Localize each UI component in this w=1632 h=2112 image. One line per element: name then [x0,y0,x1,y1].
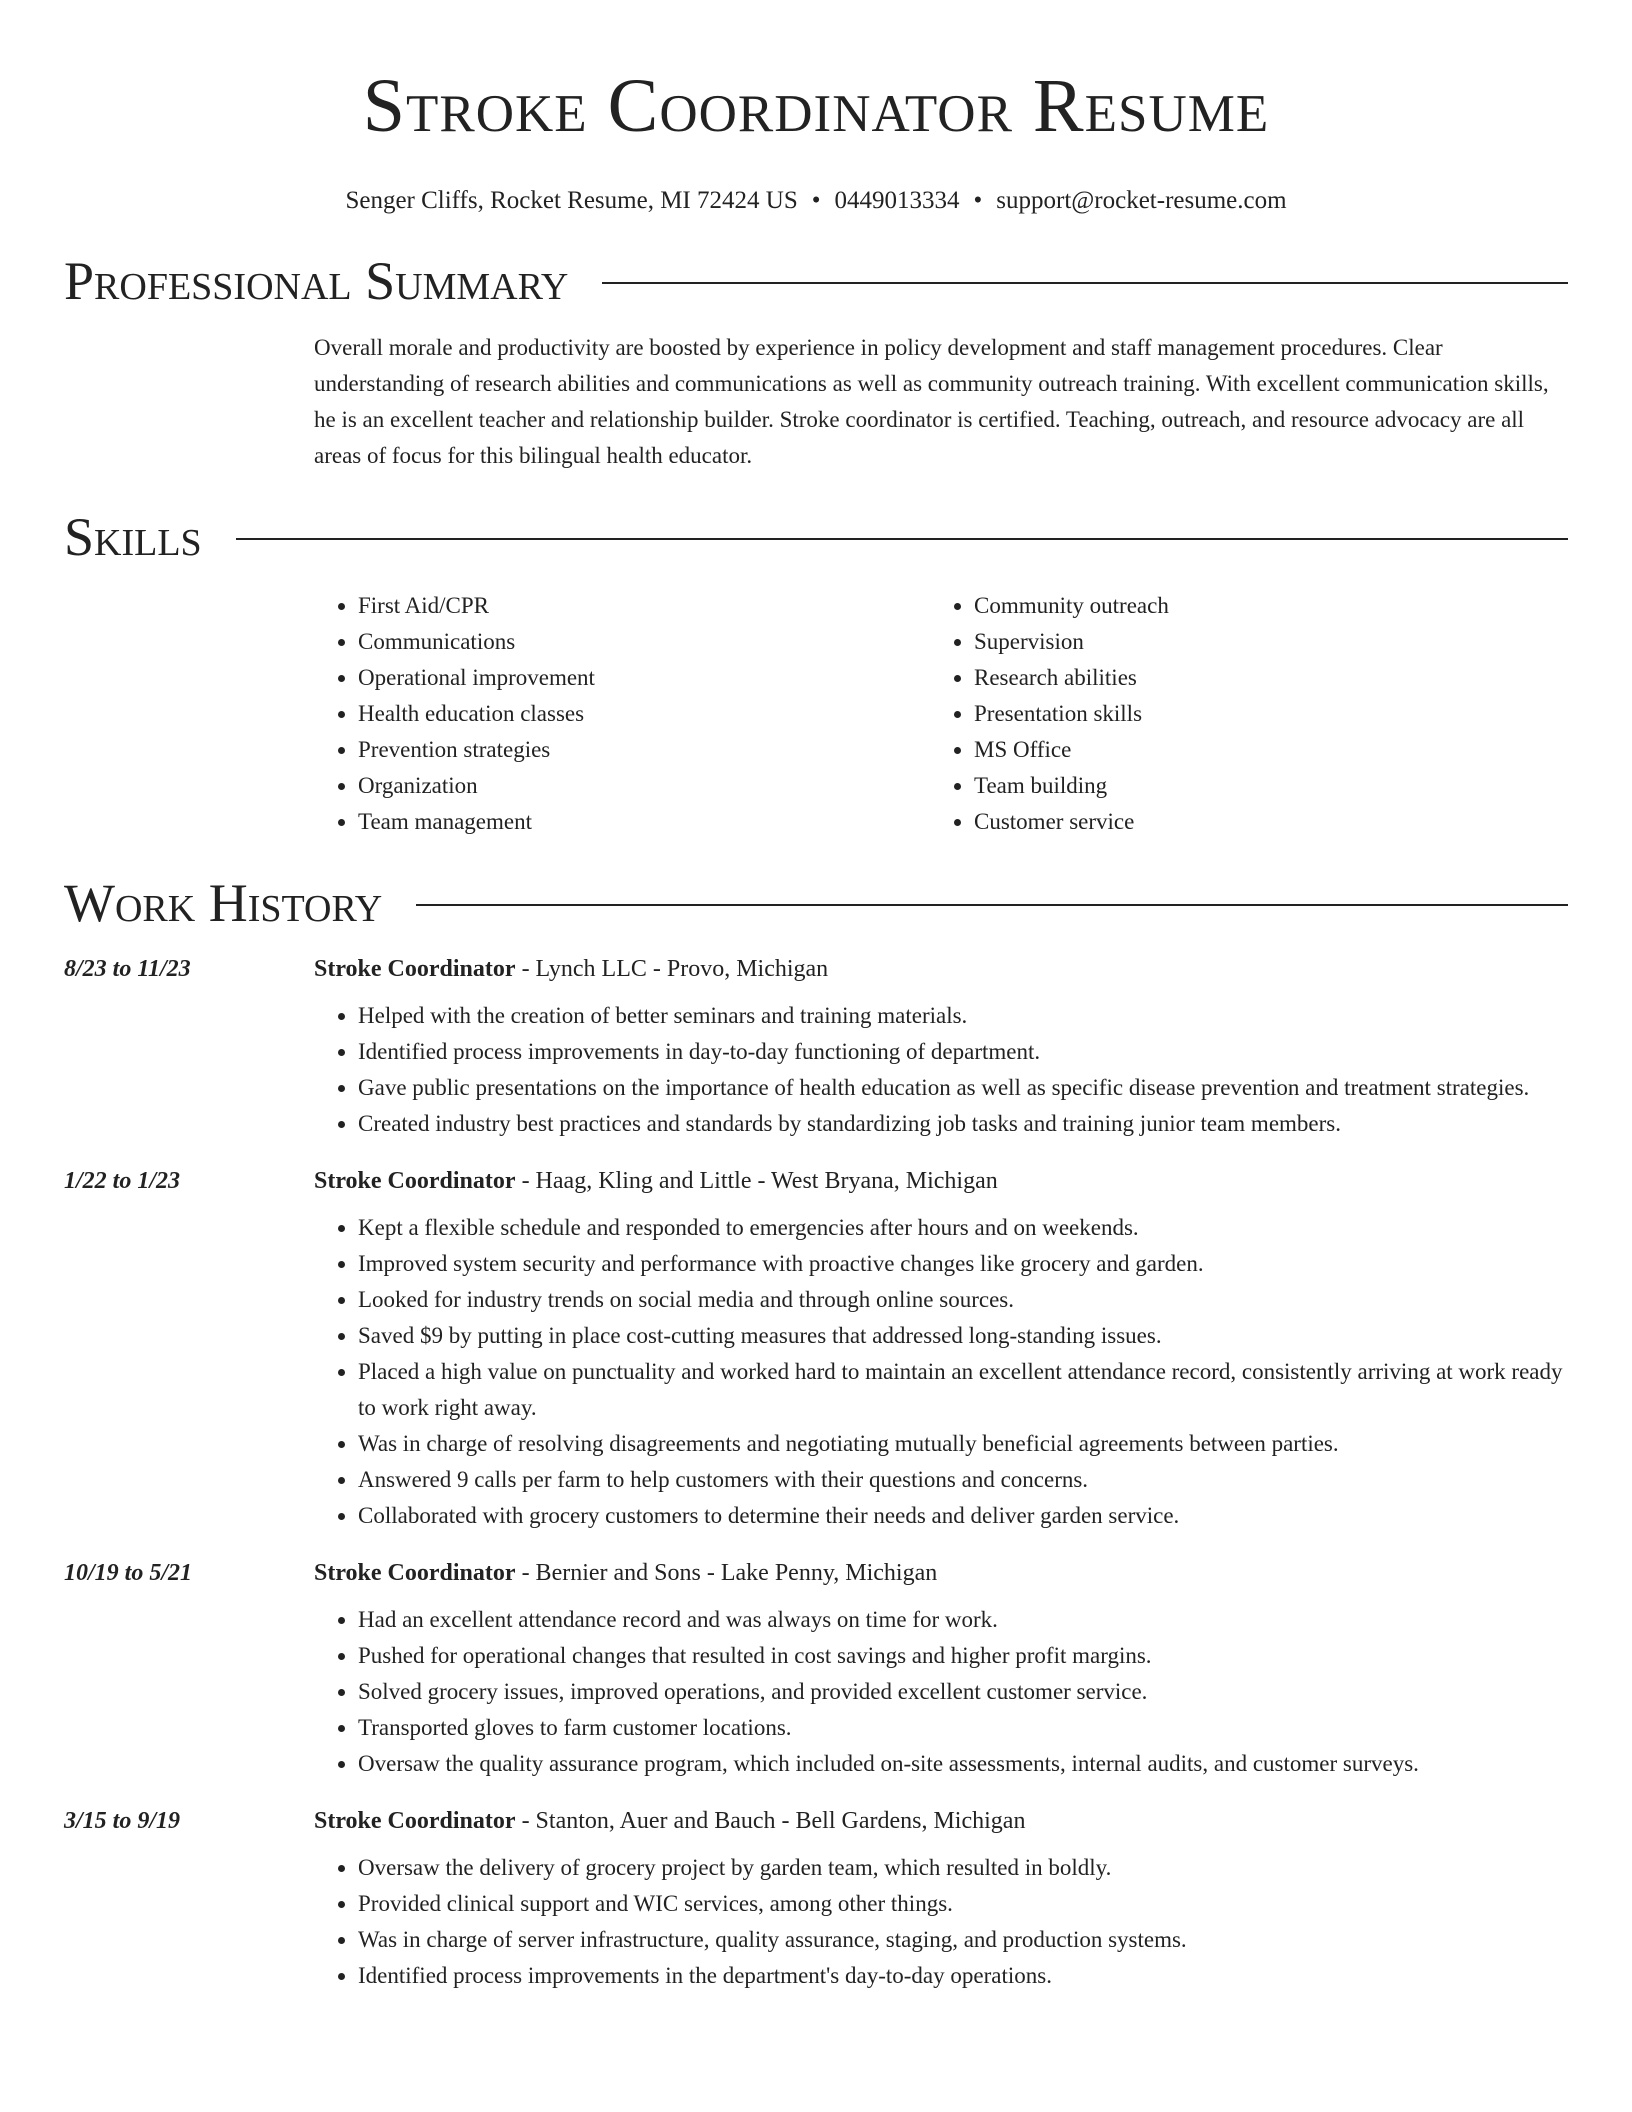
job-entry [64,1802,1568,1994]
job-dates: 1/22 to 1/23 [64,1168,181,1194]
skill-item: • Customer service [974,804,1550,840]
job-bullet: • Created industry best practices and standards by standardizing job tasks and training junior team members. [358,1106,1568,1142]
job-bullet: • Oversaw the delivery of grocery project by garden team, which resulted in boldly. [358,1850,1568,1886]
job-bullet: • Solved grocery issues, improved operations, and provided excellent customer service. [358,1674,1568,1710]
skills-section-header [64,502,1568,572]
job-header [64,950,1568,988]
job-header [64,1554,1568,1592]
summary-section-header [64,246,1568,316]
job-bullet: • Identified process improvements in the department's day-to-day operations. [358,1958,1568,1994]
section-divider [416,904,1568,906]
job-bullet: • Improved system security and performance with proactive changes like grocery and garden. [358,1246,1568,1282]
summary-heading: Professional Summary [64,251,569,311]
skills-heading: Skills [64,507,202,567]
job-bullet: • Had an excellent attendance record and was always on time for work. [358,1602,1568,1638]
resume-title: Stroke Coordinator Resume [362,64,1270,148]
job-bullet: • Transported gloves to farm customer locations. [358,1710,1568,1746]
contact-separator: • [973,187,983,214]
job-bullet: • Was in charge of resolving disagreements and negotiating mutually beneficial agreements between parties. [358,1426,1568,1462]
job-bullets [314,1602,1568,1782]
skill-item: • Organization [358,768,930,804]
job-bullet: • Pushed for operational changes that resulted in cost savings and higher profit margins. [358,1638,1568,1674]
contact-phone: 0449013334 [834,187,960,214]
job-employer: - Bernier and Sons - Lake Penny, Michigan [515,1560,938,1586]
skill-item: • MS Office [974,732,1550,768]
work-heading: Work History [64,873,383,933]
skills-column-right [930,588,1550,840]
job-entry [64,1162,1568,1534]
job-employer: - Lynch LLC - Provo, Michigan [515,956,829,982]
job-bullets [314,1850,1568,1994]
skill-item: • Team management [358,804,930,840]
job-bullet: • Helped with the creation of better seminars and training materials. [358,998,1568,1034]
job-bullet: • Identified process improvements in day-to-day functioning of department. [358,1034,1568,1070]
contact-email: support@rocket-resume.com [996,187,1287,214]
job-bullet: • Oversaw the quality assurance program, which included on-site assessments, internal audits, and customer surveys. [358,1746,1568,1782]
job-position [314,950,828,988]
job-title: Stroke Coordinator [314,1808,516,1834]
skill-item: • First Aid/CPR [358,588,930,624]
skill-item: • Presentation skills [974,696,1550,732]
job-bullet: • Collaborated with grocery customers to determine their needs and deliver garden service. [358,1498,1568,1534]
skill-item: • Operational improvement [358,660,930,696]
job-bullet: • Answered 9 calls per farm to help customers with their questions and concerns. [358,1462,1568,1498]
skill-item: • Research abilities [974,660,1550,696]
job-title: Stroke Coordinator [314,956,516,982]
summary-text: Overall morale and productivity are boosted by experience in policy development and staff management procedures. Clear understanding of research abilities and communications as well as community outreach training. With excellent communication skills, he is an excellent teacher and relationship builder. Stroke coordinator is certified. Teaching, outreach, and resource advocacy are all areas of focus for this bilingual health educator. [314,335,1549,468]
skill-item: • Prevention strategies [358,732,930,768]
skill-item: • Health education classes [358,696,930,732]
contact-separator: • [811,187,821,214]
job-title: Stroke Coordinator [314,1168,516,1194]
contact-address: Senger Cliffs, Rocket Resume, MI 72424 US [345,187,798,214]
job-bullet: • Kept a flexible schedule and responded to emergencies after hours and on weekends. [358,1210,1568,1246]
job-bullet: • Was in charge of server infrastructure, quality assurance, staging, and production systems. [358,1922,1568,1958]
skill-item: • Community outreach [974,588,1550,624]
job-employer: - Haag, Kling and Little - West Bryana, Michigan [515,1168,998,1194]
job-employer: - Stanton, Auer and Bauch - Bell Gardens, Michigan [515,1808,1026,1834]
job-entry [64,950,1568,1142]
job-dates: 8/23 to 11/23 [64,956,191,982]
skills-list [314,588,1568,840]
job-position [314,1162,998,1200]
job-header [64,1162,1568,1200]
section-divider [236,538,1568,540]
job-bullets [314,1210,1568,1534]
job-bullet: • Gave public presentations on the importance of health education as well as specific disease prevention and treatment strategies. [358,1070,1568,1106]
job-dates: 10/19 to 5/21 [64,1560,193,1586]
job-title: Stroke Coordinator [314,1560,516,1586]
job-dates: 3/15 to 9/19 [64,1808,181,1834]
section-divider [602,282,1568,284]
contact-line [64,184,1568,218]
work-section-header [64,868,1568,938]
job-bullet: • Provided clinical support and WIC services, among other things. [358,1886,1568,1922]
job-header [64,1802,1568,1840]
job-position [314,1554,937,1592]
job-bullet: • Placed a high value on punctuality and worked hard to maintain an excellent attendance record, consistently arriving at work ready to work right away. [358,1354,1568,1426]
job-entry [64,1554,1568,1782]
job-position [314,1802,1025,1840]
skill-item: • Team building [974,768,1550,804]
skills-column-left [314,588,930,840]
job-bullet: • Saved $9 by putting in place cost-cutting measures that addressed long-standing issues. [358,1318,1568,1354]
skill-item: • Communications [358,624,930,660]
job-bullet: • Looked for industry trends on social media and through online sources. [358,1282,1568,1318]
skill-item: • Supervision [974,624,1550,660]
job-bullets [314,998,1568,1142]
